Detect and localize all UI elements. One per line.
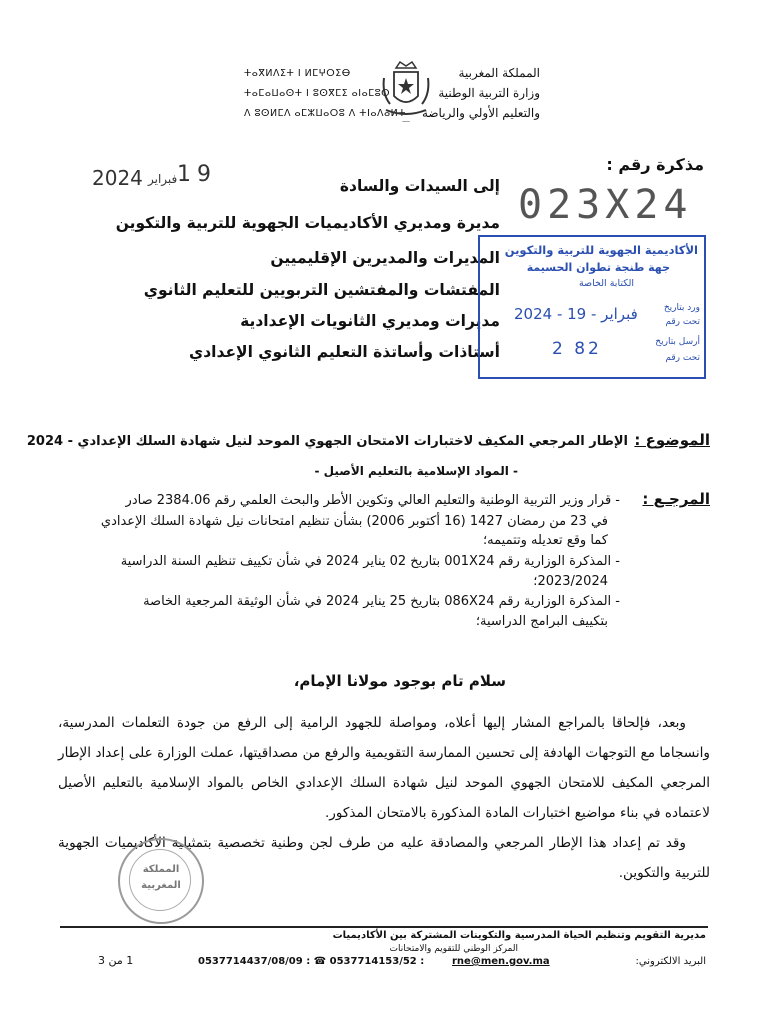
reference-line: في 23 من رمضان 1427 (16 أكتوبر 2006) بشأن تنظيم امتحانات نيل شهادة السلك الإعدادي — [100, 514, 608, 529]
header-tifinagh-1: ⵜⴰⴳⵍⴷⵉⵜ ⵏ ⵍⵎⵖⵔⵉⴱ — [244, 68, 351, 79]
reference-line: 2023/2024؛ — [533, 574, 608, 589]
footer-directorate: مديرية التقويم وتنظيم الحياة المدرسية والتكوينات المشتركة بين الأكاديميات — [332, 930, 706, 941]
stamp-received-label: ورد بتاريخ — [663, 303, 700, 313]
svg-text:ـــــ: ـــــ — [402, 118, 410, 124]
addressee-line: مديرات ومديري الثانويات الإعدادية — [240, 312, 500, 330]
stamp-office: الكتابة الخاصة — [578, 278, 634, 289]
reference-line: - قرار وزير التربية الوطنية والتعليم العالي وتكوين الأطر والبحث العلمي رقم 2384.06 صادر — [125, 493, 620, 508]
references-label: المرجـع : — [642, 490, 710, 508]
greeting: سلام تام بوجود مولانا الإمام، — [293, 672, 506, 690]
stamp-number: 2 82 — [552, 339, 602, 359]
reference-line: - المذكرة الوزارية رقم 001X24 بتاريخ 02 يناير 2024 في شأن تكييف تنظيم السنة الدراسية — [120, 554, 620, 569]
coat-of-arms-emblem — [380, 58, 432, 124]
body-paragraph-2: وقد تم إعداد هذا الإطار المرجعي والمصادقة عليه من طرف لجن وطنية تخصصية بتمثيلية الأكاديميات الجهوية للتربية والتكوين. — [58, 835, 710, 881]
header-ministry: وزارة التربية الوطنية — [438, 86, 540, 100]
memo-label: مذكرة رقم : — [606, 155, 704, 174]
memo-number: 023X24 — [518, 182, 693, 228]
memo-date-month: فبراير — [148, 172, 178, 186]
seal-line-2: المغربية — [141, 880, 181, 891]
subject-label: الموضوع : — [634, 431, 710, 449]
addressee-line: إلى السيدات والسادة — [339, 177, 500, 195]
addressee-line: مديرة ومديري الأكاديميات الجهوية للتربية والتكوين — [115, 214, 500, 232]
header-kingdom: المملكة المغربية — [458, 66, 540, 80]
body-paragraph-1: وبعد، فإلحاقا بالمراجع المشار إليها أعلاه، ومواصلة للجهود الرامية إلى الرفع من جودة التعلمات المدرسية، وانسجاما مع التوجهات الهادفة إلى تحسين الممارسة التقويمية والرفع من مصداقيتها، عملت الوزارة على إعداد الإطار المرجعي المكيف للامتحان الجهوي الموحد لنيل شهادة السلك الإعدادي الخاص بالمواد الإسلامية بالتعليم الأصيل لاعتماده في بناء مواضيع اختبارات المادة المذكورة بالامتحان المذكور. — [58, 715, 710, 821]
reception-stamp — [478, 235, 706, 379]
reference-line: - المذكرة الوزارية رقم 086X24 بتاريخ 25 يناير 2024 في شأن الوثيقة المرجعية الخاصة — [143, 594, 620, 609]
header-tifinagh-2: ⵜⴰⵎⴰⵡⴰⵙⵜ ⵏ ⵓⵙⴳⵎⵉ ⴰⵏⴰⵎⵓⵔ — [244, 88, 391, 99]
stamp-academy: الأكاديمية الجهوية للتربية والتكوين — [504, 243, 698, 257]
footer-email-label: البريد الالكتروني: — [635, 956, 706, 967]
stamp-received-date: 2024 - فبراير - 19 — [514, 305, 638, 323]
footer-phones: 0537714437/08/09 : ☎ 0537714153/52 : — [198, 956, 425, 967]
official-seal — [118, 838, 204, 924]
addressee-line: المديرات والمديرين الإقليميين — [270, 249, 500, 267]
stamp-received-number-label: تحت رقم — [665, 317, 700, 327]
stamp-region: جهة طنجة تطوان الحسيمة — [526, 261, 670, 274]
subject-subtext: - المواد الإسلامية بالتعليم الأصيل - — [314, 464, 518, 478]
reference-line: كما وقع تعديله وتتميمه؛ — [483, 533, 608, 548]
subject-text: الإطار المرجعي المكيف لاختبارات الامتحان الجهوي الموحد لنيل شهادة السلك الإعدادي - 2024 — [26, 434, 628, 449]
footer-divider — [60, 926, 708, 928]
footer-page-number: 1 من 3 — [98, 954, 134, 967]
memo-date-year: 2024 — [92, 166, 143, 190]
header-tifinagh-3: ⴷ ⵓⵙⵍⵎⴷ ⴰⵎⵣⵡⴰⵔⵓ ⴷ ⵜⵏⴰⴷⴰⵍⵜ — [244, 108, 407, 119]
footer-center: المركز الوطني للتقويم والامتحانات — [389, 944, 518, 954]
stamp-sent-label: أرسل بتاريخ — [655, 337, 700, 347]
seal-line-1: المملكة — [142, 864, 180, 875]
reference-line: بتكييف البرامج الدراسية؛ — [475, 614, 608, 629]
footer-email: rne@men.gov.ma — [452, 956, 550, 967]
stamp-sent-number-label: تحت رقم — [665, 353, 700, 363]
addressee-line: أستاذات وأساتذة التعليم الثانوي الإعدادي — [189, 343, 500, 361]
memo-date-day: 19 — [177, 162, 217, 187]
addressee-line: المفتشات والمفتشين التربويين للتعليم الثانوي — [143, 281, 500, 299]
header-ministry-2: والتعليم الأولي والرياضة — [421, 106, 540, 120]
